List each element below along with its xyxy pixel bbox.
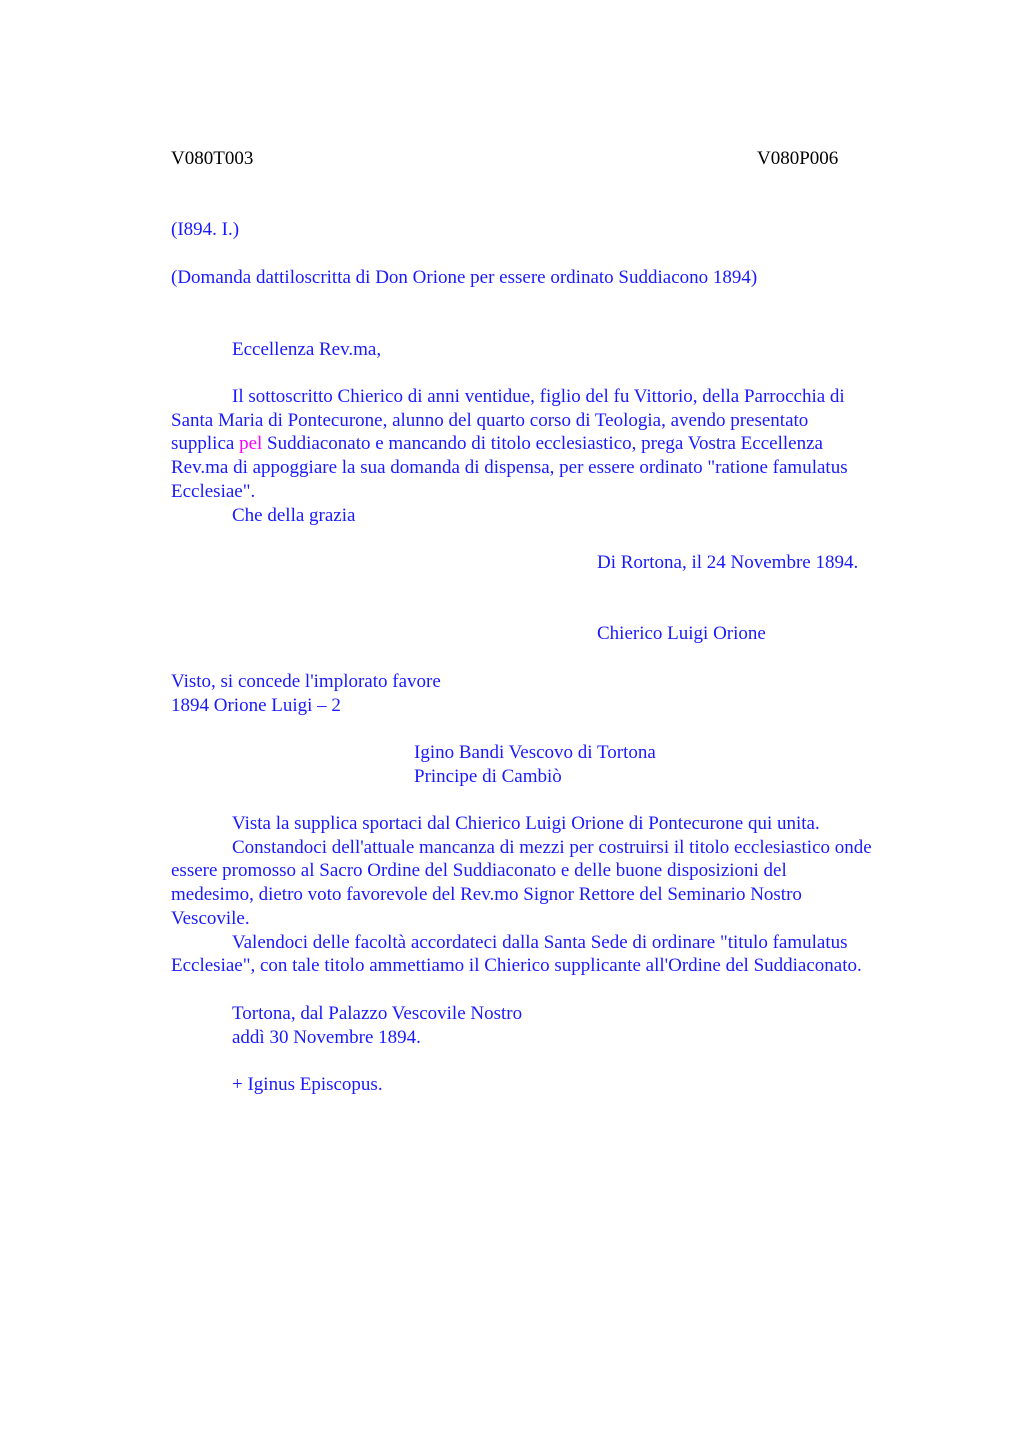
request-line: Ecclesiae". — [171, 480, 256, 502]
header-right-code: V080P006 — [757, 148, 839, 169]
request-paragraph — [171, 385, 931, 527]
approval-annotation — [171, 670, 931, 717]
highlighted-word: pel — [239, 433, 263, 455]
decree-place-date — [232, 1002, 522, 1049]
petitioner-signature: Chierico Luigi Orione — [597, 623, 766, 644]
request-line — [171, 409, 931, 433]
request-line: Rev.ma di appoggiare la sua domanda di dispensa, per essere ordinato "ratione famulatus — [171, 457, 848, 479]
decree-date: addì 30 Novembre 1894. — [232, 1026, 421, 1048]
decree-line: medesimo, dietro voto favorevole del Rev.mo Signor Rettore del Seminario Nostro — [171, 884, 802, 906]
decree-line: Valendoci delle facoltà accordateci dalla Santa Sede di ordinare "titulo famulatus — [232, 931, 848, 953]
decree-line: Constandoci dell'attuale mancanza di mezzi per costruirsi il titolo ecclesiastico onde — [232, 836, 872, 858]
document-title: (Domanda dattiloscritta di Don Orione per essere ordinato Suddiacono 1894) — [171, 267, 758, 288]
annotation-line: Visto, si concede l'implorato favore — [171, 671, 441, 692]
closing-line: Che della grazia — [232, 504, 356, 526]
decree-line: Vista la supplica sportaci dal Chierico Luigi Orione di Pontecurone qui unita. — [232, 813, 820, 834]
decree-line: essere promosso al Sacro Ordine del Suddiaconato e delle buone disposizioni del — [171, 860, 787, 882]
decree-line: Ecclesiae", con tale titolo ammettiamo il Chierico supplicante all'Ordine del Suddiaconato. — [171, 955, 862, 977]
request-text: Santa Maria di Pontecurone, alunno del quarto corso di Teologia, avendo presentato — [171, 409, 809, 431]
annotation-line: 1894 Orione Luigi – 2 — [171, 694, 341, 716]
place-date: Di Rortona, il 24 Novembre 1894. — [597, 552, 859, 573]
bishop-block — [414, 741, 656, 788]
decree-paragraph — [171, 812, 931, 978]
salutation: Eccellenza Rev.ma, — [232, 339, 382, 360]
bishop-signature: + Iginus Episcopus. — [232, 1074, 383, 1095]
date-reference: (I894. I.) — [171, 219, 240, 240]
request-text: Suddiaconato e mancando di titolo ecclesiastico, prega Vostra Eccellenza — [262, 433, 823, 455]
decree-line: Vescovile. — [171, 907, 250, 929]
request-line — [171, 432, 931, 456]
decree-place: Tortona, dal Palazzo Vescovile Nostro — [232, 1003, 523, 1024]
request-line: Il sottoscritto Chierico di anni ventidue, figlio del fu Vittorio, della Parrocchia di — [232, 386, 845, 407]
header-left-code: V080T003 — [171, 148, 254, 169]
bishop-title: Principe di Cambiò — [414, 765, 562, 787]
bishop-name: Igino Bandi Vescovo di Tortona — [414, 742, 656, 763]
request-text: supplica — [171, 433, 240, 455]
